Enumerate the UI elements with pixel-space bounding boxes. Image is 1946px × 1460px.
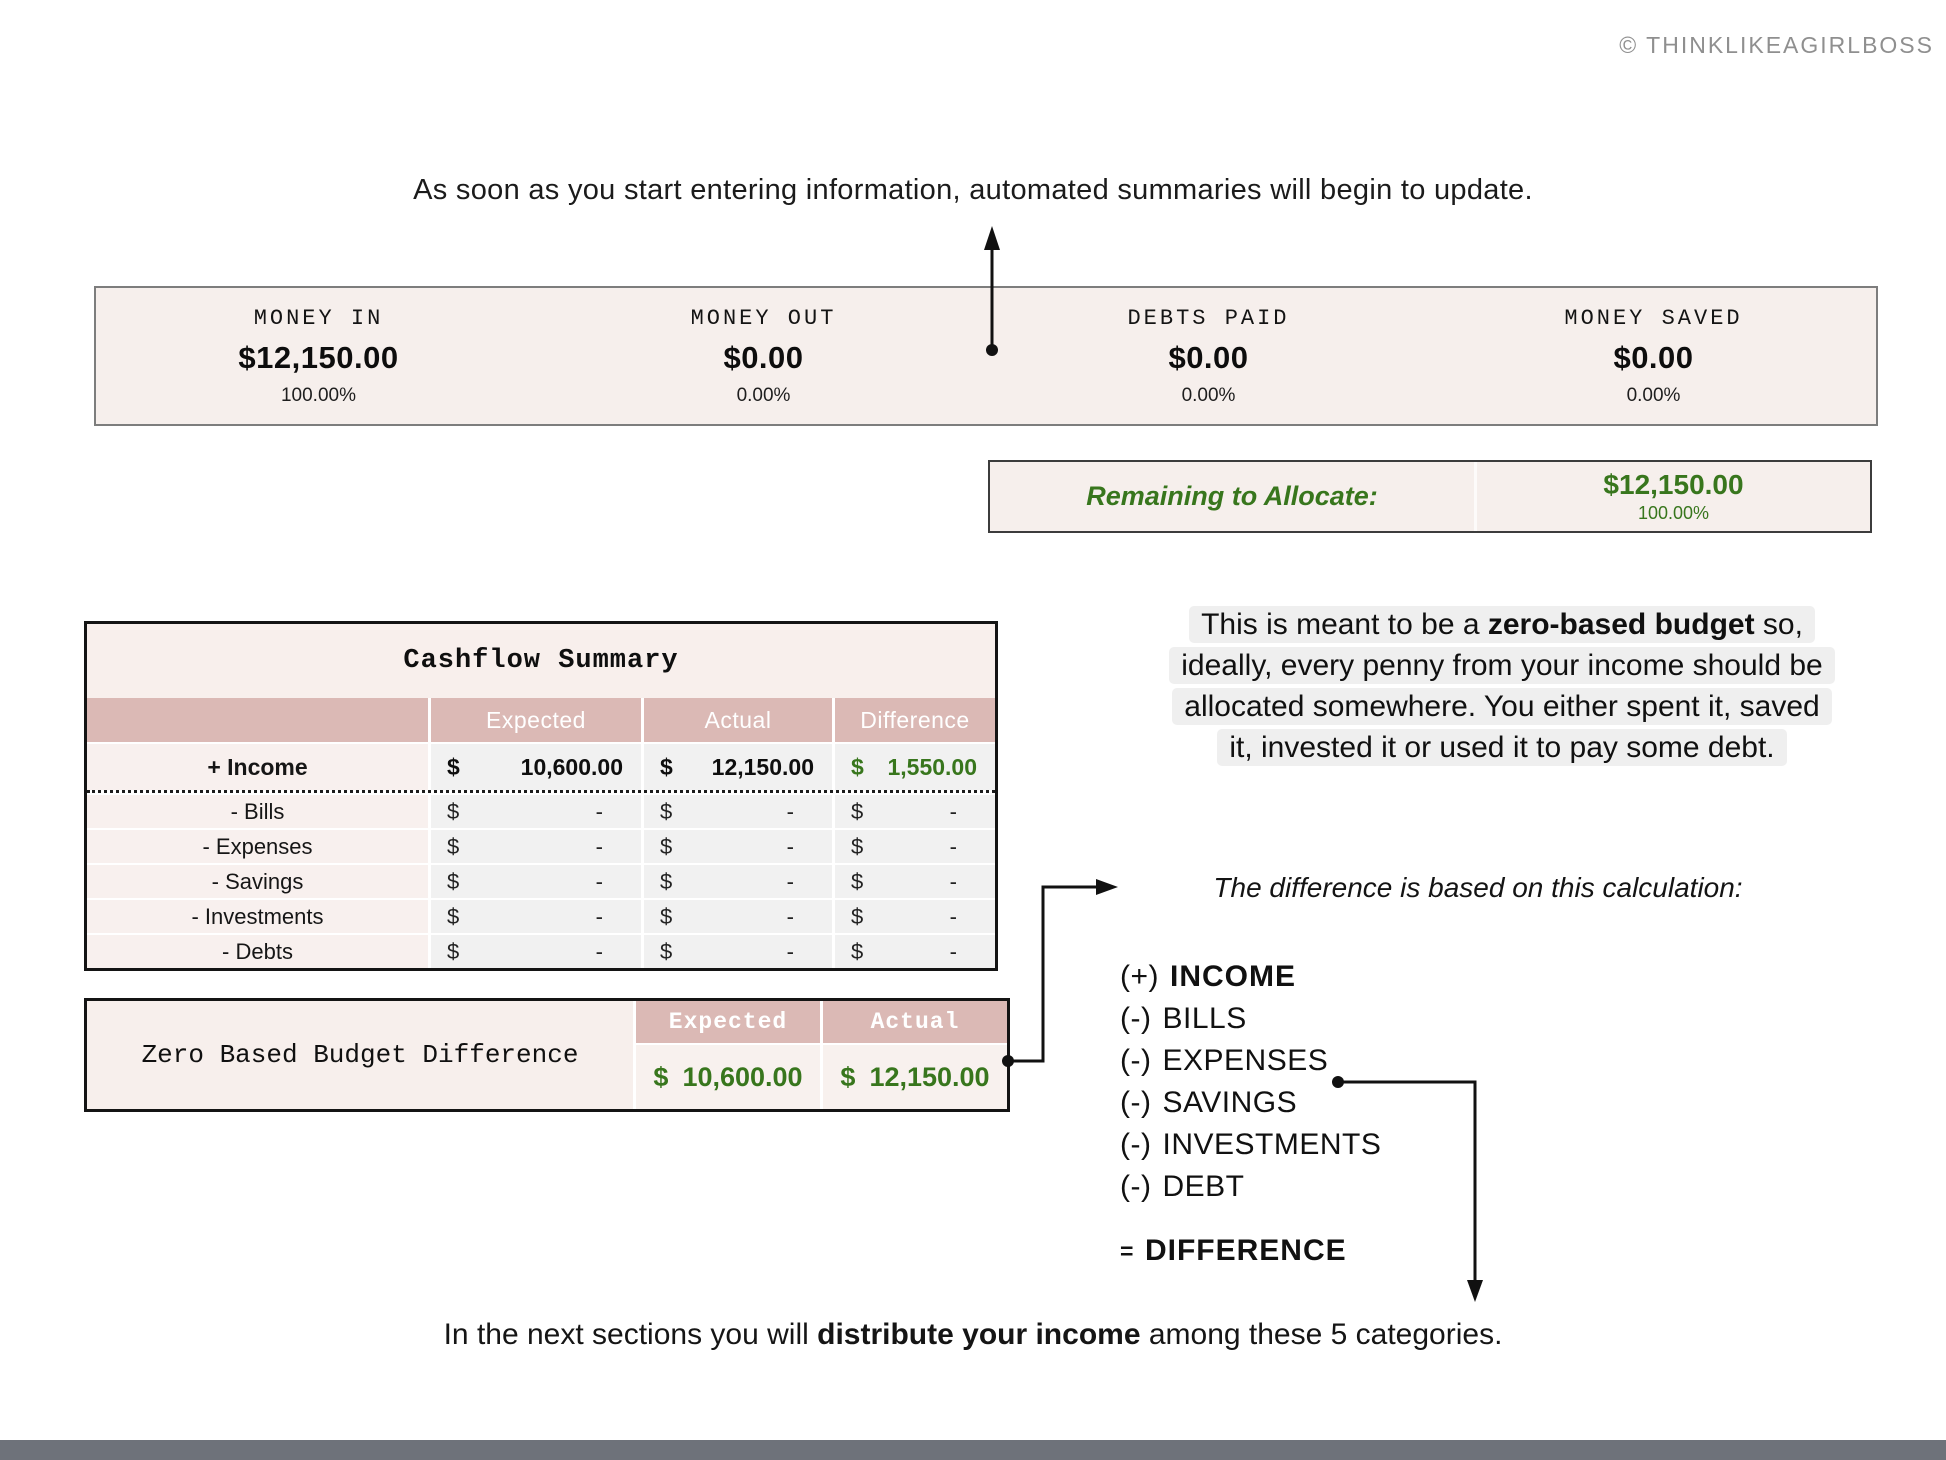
cashflow-expected-cell [431,795,641,828]
calculation-category: EXPENSES [1162,1044,1329,1077]
currency-symbol: $ [660,938,673,964]
actual-amount: - [786,798,794,824]
summary-item-percent: 0.00% [1181,384,1236,406]
cashflow-row-label: - Debts [87,935,428,968]
arrow-zbb-to-calculation [1002,879,1118,1067]
expected-amount: - [595,938,603,964]
actual-amount: - [786,903,794,929]
summary-item-label: DEBTS PAID [1127,305,1290,331]
calculation-intro: The difference is based on this calculation: [1213,872,1743,903]
cashflow-header-row [87,698,995,742]
cashflow-header-blank [87,698,428,742]
remaining-to-allocate-box [988,460,1872,533]
difference-amount: - [949,868,957,894]
currency-symbol: $ [447,833,460,859]
calculation-line [1120,956,1381,998]
summary-item-label: MONEY SAVED [1564,305,1743,331]
calculation-operator: = [1120,1237,1134,1264]
zero-note-line: it, invested it or used it to pay some debt. [1080,727,1924,768]
cashflow-header-difference: Difference [835,698,995,742]
difference-amount: 1,550.00 [887,753,977,780]
summary-bar [94,286,1878,426]
zero-note-line: allocated somewhere. You either spent it, saved [1080,686,1924,727]
calculation-line [1120,998,1381,1040]
actual-amount: - [786,833,794,859]
summary-item [96,288,541,424]
calculation-operator: (-) [1120,1044,1152,1077]
cashflow-row [87,795,995,828]
currency-symbol: $ [447,903,460,929]
summary-item-percent: 0.00% [1626,384,1681,406]
zero-note-bold: zero-based budget [1487,608,1755,641]
currency-symbol: $ [851,753,864,780]
calculation-operator: (-) [1120,1128,1152,1161]
calculation-operator: (-) [1120,1170,1152,1203]
bottom-note-bold: distribute your income [817,1318,1141,1351]
cashflow-expected-cell [431,900,641,933]
zbb-actual-cell [823,1045,1007,1109]
currency-symbol: $ [660,753,673,780]
calculation-line [1120,1230,1381,1272]
cashflow-row [87,865,995,898]
calculation-operator: (+) [1120,960,1159,993]
cashflow-rows [87,744,995,968]
zero-note-line: ideally, every penny from your income should be [1080,645,1924,686]
cashflow-expected-cell [431,865,641,898]
currency-symbol: $ [851,798,864,824]
cashflow-row-label: - Investments [87,900,428,933]
summary-item-value: $0.00 [723,339,804,375]
cashflow-actual-cell [644,830,832,863]
cashflow-header-actual: Actual [644,698,832,742]
expected-amount: - [595,903,603,929]
cashflow-difference-cell [835,830,995,863]
currency-symbol: $ [660,833,673,859]
expected-amount: - [595,798,603,824]
zero-note-line: This is meant to be a zero-based budget so, [1080,604,1924,645]
currency-symbol: $ [447,798,460,824]
cashflow-row [87,935,995,968]
calculation-list [1120,956,1381,1272]
calculation-operator: (-) [1120,1086,1152,1119]
currency-symbol: $ [660,798,673,824]
summary-item [1431,288,1876,424]
summary-item-label: MONEY IN [253,305,384,331]
summary-item-label: MONEY OUT [690,305,837,331]
cashflow-actual-cell [644,935,832,968]
calculation-line [1120,1082,1381,1124]
remaining-label-cell [990,462,1477,531]
currency-symbol: $ [851,833,864,859]
currency-symbol: $ [840,1061,856,1092]
currency-symbol: $ [660,868,673,894]
zbb-actual-amount: 12,150.00 [869,1061,990,1092]
currency-symbol: $ [851,903,864,929]
currency-symbol: $ [447,753,460,780]
calculation-category: SAVINGS [1162,1086,1298,1119]
zero-based-budget-table [84,998,1010,1112]
currency-symbol: $ [447,938,460,964]
calculation-category: DEBT [1162,1170,1245,1203]
expected-amount: - [595,868,603,894]
calculation-category: INCOME [1170,960,1296,993]
cashflow-actual-cell [644,900,832,933]
currency-symbol: $ [653,1061,669,1092]
cashflow-summary-table [84,621,998,971]
difference-amount: - [949,833,957,859]
calculation-category: INVESTMENTS [1162,1128,1382,1161]
cashflow-difference-cell [835,865,995,898]
cashflow-row [87,744,995,793]
summary-item-value: $0.00 [1613,339,1694,375]
copyright-text: © THINKLIKEAGIRLBOSS [1619,32,1934,58]
zbb-label: Zero Based Budget Difference [87,1001,633,1109]
summary-item-value: $12,150.00 [238,339,399,375]
summary-item-percent: 100.00% [280,384,356,406]
remaining-label: Remaining to Allocate: [1086,481,1378,511]
cashflow-expected-cell [431,935,641,968]
summary-item-value: $0.00 [1168,339,1249,375]
zbb-expected-amount: 10,600.00 [682,1061,803,1092]
cashflow-header-expected: Expected [431,698,641,742]
cashflow-difference-cell [835,900,995,933]
intro-note: As soon as you start entering information, automated summaries will begin to update. [413,174,1533,206]
calculation-category: BILLS [1162,1002,1247,1035]
cashflow-difference-cell [835,795,995,828]
summary-item [986,288,1431,424]
expected-amount: 10,600.00 [520,753,623,780]
zbb-header-actual: Actual [823,1001,1007,1043]
cashflow-actual-cell [644,744,832,790]
actual-amount: 12,150.00 [711,753,814,780]
remaining-value: $12,150.00 [1603,469,1744,500]
currency-symbol: $ [851,868,864,894]
currency-symbol: $ [851,938,864,964]
summary-item [541,288,986,424]
cashflow-actual-cell [644,795,832,828]
cashflow-difference-cell [835,935,995,968]
currency-symbol: $ [447,868,460,894]
currency-symbol: $ [660,903,673,929]
difference-amount: - [949,798,957,824]
summary-item-percent: 0.00% [736,384,791,406]
cashflow-actual-cell [644,865,832,898]
bottom-note: In the next sections you will distribute your income among these 5 categories. [443,1318,1503,1351]
cashflow-row-label: + Income [87,744,428,790]
cashflow-difference-cell [835,744,995,790]
cashflow-row-label: - Bills [87,795,428,828]
cashflow-row [87,830,995,863]
actual-amount: - [786,868,794,894]
remaining-value-cell [1477,462,1870,531]
cashflow-row-label: - Expenses [87,830,428,863]
cashflow-row [87,900,995,933]
calculation-operator: (-) [1120,1002,1152,1035]
cashflow-row-label: - Savings [87,865,428,898]
calculation-line [1120,1124,1381,1166]
bottom-bar [0,1440,1946,1460]
difference-amount: - [949,938,957,964]
zbb-header-expected: Expected [636,1001,820,1043]
actual-amount: - [786,938,794,964]
cashflow-title: Cashflow Summary [87,624,995,698]
zero-based-note [1080,604,1924,768]
cashflow-expected-cell [431,744,641,790]
cashflow-expected-cell [431,830,641,863]
calculation-line [1120,1040,1381,1082]
zbb-expected-cell [636,1045,820,1109]
remaining-percent: 100.00% [1637,503,1710,523]
difference-amount: - [949,903,957,929]
calculation-category: DIFFERENCE [1144,1234,1347,1267]
expected-amount: - [595,833,603,859]
calculation-line [1120,1166,1381,1208]
